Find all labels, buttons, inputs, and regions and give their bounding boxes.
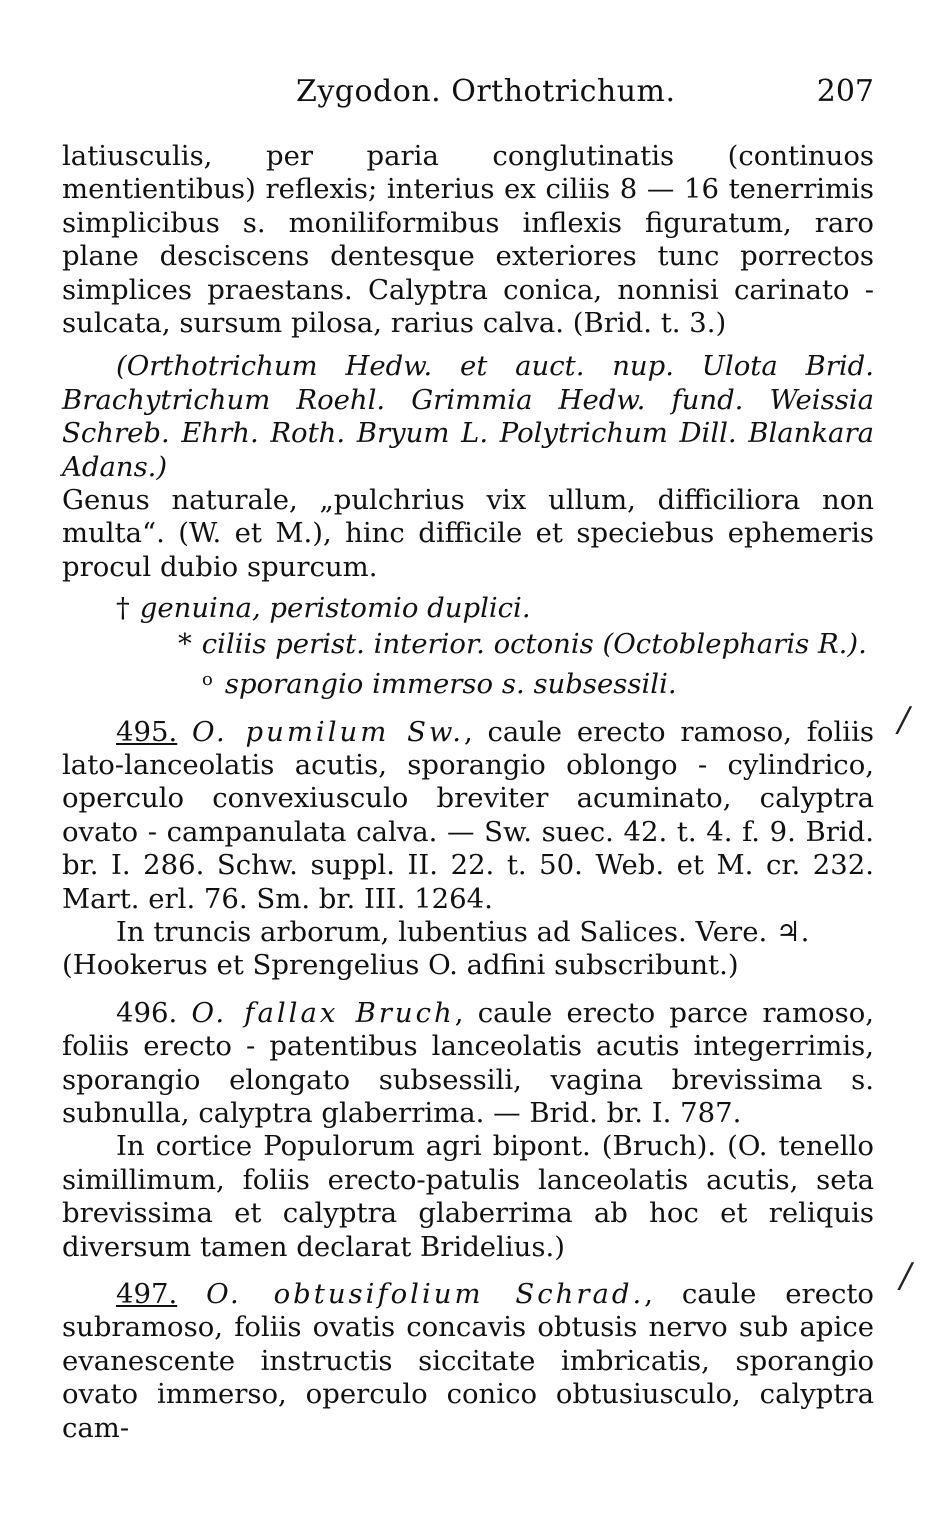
running-head: Zygodon. Orthotrichum. [296, 74, 676, 109]
key-text-sporangio: sporangio immerso s. subsessili. [224, 668, 677, 701]
species-497-entry [62, 1278, 874, 1445]
asterisk-symbol: * [178, 627, 192, 660]
species-495-name: O. pumilum Sw. [192, 715, 464, 748]
species-495-entry [62, 716, 874, 916]
genus-description-paragraph: latiusculis, per paria conglutinatis (continuos mentientibus) reflexis; interius ex ciliis 8 — 16 tenerrimis simplicibus s. moniliformibus inflexis figuratum, raro plane desciscens dentesque exteriores tunc porrectos simplices praestans. Calyptra conica, nonnisi carinato - sulcata, sursum pilosa, rarius calva. (Brid. t. 3.) [62, 140, 874, 340]
species-495-number: 495. [116, 715, 178, 748]
species-496-entry [62, 997, 874, 1131]
species-497-number: 497. [116, 1278, 178, 1310]
species-495-description: , caule erecto ramoso, foliis lato-lanceolatis acutis, sporangio oblongo - cylindrico, operculo convexiusculo breviter acuminato, calyptra ovato - campanulata calva. — Sw. suec. 42. t. 4. f. 9. Brid. br. I. 286. Schw. suppl. II. 22. t. 50. Web. et M. cr. 232. Mart. erl. 76. Sm. br. III. 1264. [62, 715, 874, 915]
dagger-symbol: † [116, 592, 130, 625]
species-495-habitat: In truncis arborum, lubentius ad Salices. Vere. ♃. [116, 915, 810, 948]
key-line-sporangio [62, 663, 874, 701]
species-496-name: O. fallax Bruch [191, 996, 455, 1029]
key-line-genuina [62, 592, 874, 625]
key-text-ciliis: ciliis perist. interior. octonis (Octoblepharis R.). [201, 627, 867, 660]
species-496-habitat: In cortice Populorum agri bipont. (Bruch). (O. tenello simillimum, foliis erecto-patulis lanceolatis acutis, seta brevissima et calyptra glaberrima ab hoc et reliquis diversum tamen declarat Bridelius.) [62, 1130, 874, 1263]
species-496-description: , caule erecto parce ramoso, foliis erecto - patentibus lanceolatis acutis integerrimis, sporangio elongato subsessili, vagina brevissima s. subnulla, calyptra glaberrima. — Brid. br. I. 787. [62, 996, 874, 1129]
page-number: 207 [816, 74, 874, 109]
degree-symbol: o [202, 669, 213, 691]
species-495-note: (Hookerus et Sprengelius O. adfini subscribunt.) [62, 949, 739, 982]
margin-pencil-mark: / [900, 1256, 912, 1296]
species-497-name: O. obtusifolium Schrad. [206, 1278, 645, 1310]
key-line-ciliis [62, 628, 874, 661]
synonyms-paragraph: (Orthotrichum Hedw. et auct. nup. Ulota Brid. Brachytrichum Roehl. Grimmia Hedw. fund. Weissia Schreb. Ehrh. Roth. Bryum L. Polytrichum Dill. Blankara Adans.) [62, 350, 874, 483]
genus-remark-paragraph: Genus naturale, „pulchrius vix ullum, difficiliora non multa“. (W. et M.), hinc difficile et speciebus ephemeris procul dubio spurcum. [62, 484, 874, 583]
key-text-genuina: genuina, peristomio duplici. [139, 592, 531, 625]
species-497-description: , caule erecto subramoso, foliis ovatis concavis obtusis nervo sub apice evanescente instructis siccitate imbricatis, sporangio ovato immerso, operculo conico obtusiusculo, calyptra cam- [62, 1278, 874, 1444]
body-text [62, 140, 874, 1445]
margin-pencil-mark: / [898, 700, 910, 740]
species-496-number: 496. [116, 996, 178, 1029]
page-header [60, 74, 880, 118]
